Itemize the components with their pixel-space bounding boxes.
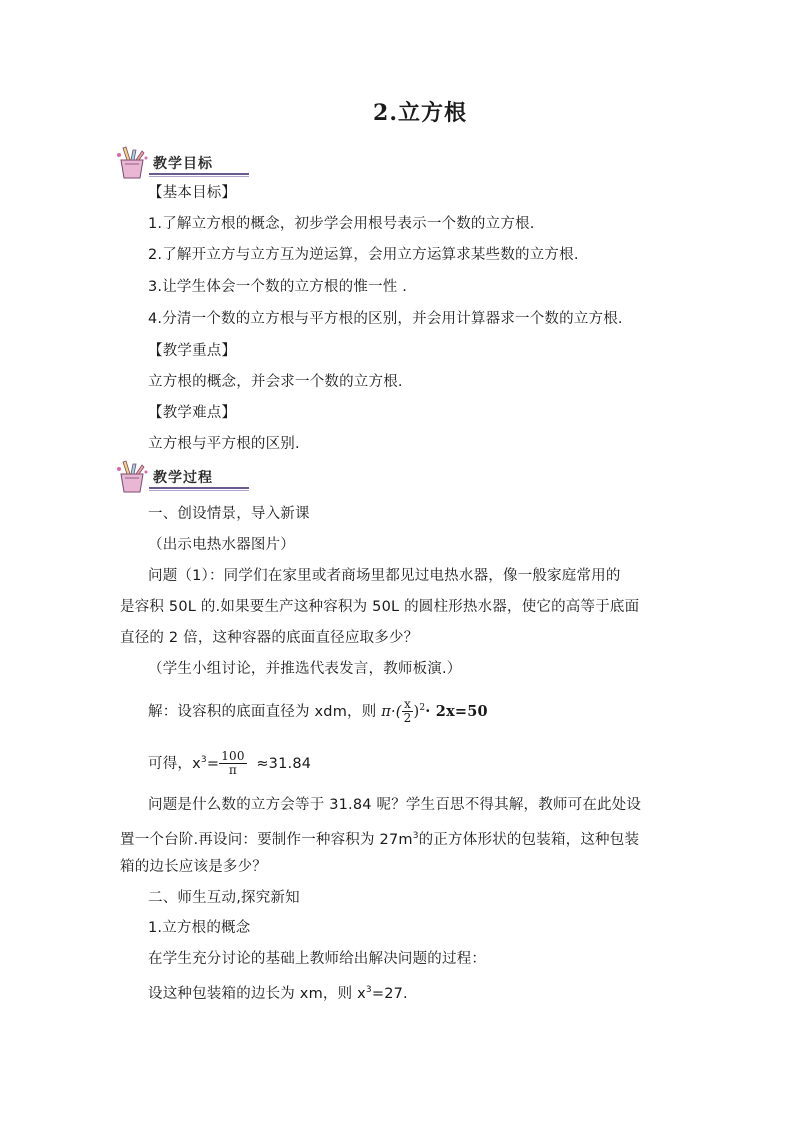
setup-exponent: 3 [365, 985, 372, 995]
banner-underline-thin [149, 490, 249, 491]
banner-underline [149, 487, 249, 489]
part1-note: （出示电热水器图片） [148, 537, 295, 553]
basic-goals-heading: 【基本目标】 [148, 185, 237, 201]
solution-fraction [402, 698, 414, 725]
setup-prefix: 设这种包装箱的边长为 xm，则 x [148, 985, 366, 1002]
solution-prefix: 解：设容积的底面直径为 xdm，则 [148, 703, 377, 720]
key-point-heading: 【教学重点】 [148, 343, 237, 359]
process-banner-label: 教学过程 [153, 470, 213, 486]
result-fraction [219, 750, 247, 777]
goal-item-4: 4.分清一个数的立方根与平方根的区别，并会用计算器求一个数的立方根. [148, 311, 623, 327]
fraction-numerator: x [402, 698, 414, 712]
question-line-2 [120, 826, 639, 850]
difficulty-text: 立方根与平方根的区别. [148, 436, 300, 452]
solution-close-paren: ) [413, 703, 420, 720]
result-tail: ≈31.84 [256, 755, 312, 772]
banner-underline [149, 173, 249, 175]
result-prefix: 可得，x [148, 755, 201, 772]
question-line-2a: 置一个台阶.再设问：要制作一种容积为 27m [120, 831, 413, 848]
fraction-denominator: π [228, 763, 237, 778]
goals-banner [113, 146, 253, 180]
solution-tail: · 2x=50 [425, 702, 488, 720]
question-line-3: 箱的边长应该是多少？ [120, 859, 267, 875]
result-line [148, 750, 311, 777]
discussion-note: （学生小组讨论，并推选代表发言，教师板演.） [148, 661, 462, 677]
solution-pi: π·( [381, 703, 402, 720]
problem1-line-1: 问题（1）：同学们在家里或者商场里都见过电热水器，像一般家庭常用的 [148, 568, 621, 584]
part1-heading: 一、创设情景，导入新课 [148, 506, 310, 522]
setup-line [148, 980, 408, 1004]
problem1-line-2: 是容积 50L 的.如果要生产这种容积为 50L 的圆柱形热水器，使它的高等于底面 [120, 599, 640, 615]
fraction-denominator: 2 [403, 711, 412, 726]
question-line-2c: 的正方体形状的包装箱，这种包装 [418, 831, 640, 848]
process-banner [113, 460, 253, 494]
result-exponent: 3 [200, 755, 207, 765]
concept-heading: 1.立方根的概念 [148, 920, 251, 936]
key-point-text: 立方根的概念，并会求一个数的立方根. [148, 374, 403, 390]
solution-exponent: 2 [419, 703, 426, 713]
question-line-1: 问题是什么数的立方会等于 31.84 呢？学生百思不得其解，教师可在此处设 [148, 797, 642, 813]
page-title: 2.立方根 [373, 100, 467, 126]
solution-formula [381, 697, 488, 726]
part2-heading: 二、师生互动,探究新知 [148, 890, 300, 906]
goals-banner-label: 教学目标 [153, 156, 213, 172]
goal-item-3: 3.让学生体会一个数的立方根的惟一性 . [148, 279, 408, 295]
result-equals: = [206, 755, 220, 772]
solution-line [148, 698, 488, 725]
goal-item-1: 1.了解立方根的概念，初步学会用根号表示一个数的立方根. [148, 216, 535, 232]
goal-item-2: 2.了解开立方与立方互为逆运算，会用立方运算求某些数的立方根. [148, 247, 579, 263]
fraction-numerator: 100 [221, 749, 245, 764]
difficulty-heading: 【教学难点】 [148, 405, 237, 421]
concept-text: 在学生充分讨论的基础上教师给出解决问题的过程： [148, 951, 487, 967]
question-exponent: 3 [412, 831, 419, 841]
banner-underline-thin [149, 176, 249, 177]
setup-tail: =27. [371, 985, 408, 1002]
problem1-line-3: 直径的 2 倍，这种容器的底面直径应取多少？ [120, 630, 419, 646]
